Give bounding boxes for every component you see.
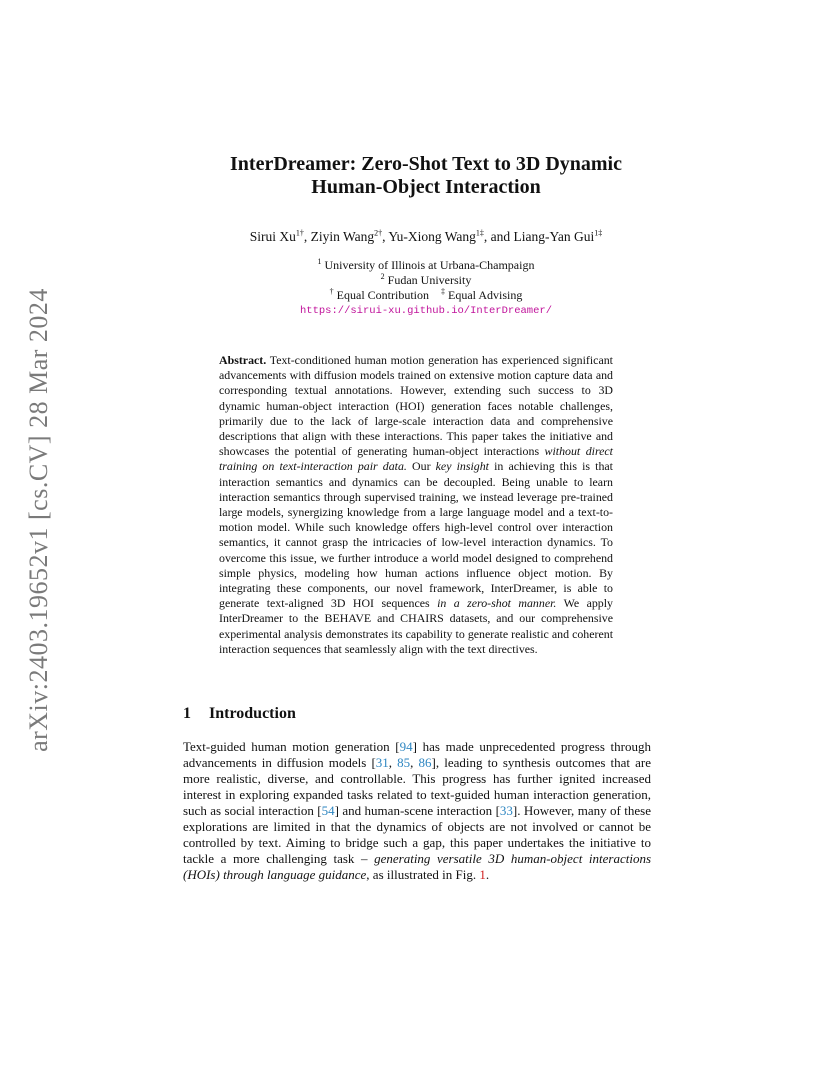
arxiv-sidebar [16, 280, 62, 760]
citation-94-link[interactable]: 94 [399, 739, 413, 754]
author-4: and Liang-Yan Gui [490, 229, 595, 244]
dagger-mark: † [329, 287, 334, 296]
abstract-emphasis-1: without direct training on text-interaction pair data. [219, 444, 613, 474]
citation-31-link[interactable]: 31 [375, 755, 389, 770]
introduction-paragraph [183, 739, 651, 883]
intro-text-4: ] and human-scene interaction [ [334, 803, 500, 818]
citation-separator: , [388, 755, 398, 770]
section-heading [183, 705, 653, 723]
intro-text-7: . [485, 867, 490, 882]
abstract-emphasis-2: key insight [435, 459, 489, 474]
author-2-mark: 2† [374, 228, 383, 238]
title-line-2: Human-Object Interaction [311, 176, 541, 198]
abstract-text-2: Our [412, 459, 431, 474]
intro-emphasis: generating versatile 3D human-object interactions (HOIs) through language guidance [183, 851, 652, 882]
affiliation-1 [200, 258, 652, 273]
contribution-notes [200, 288, 652, 303]
project-url-link[interactable]: https://sirui-xu.github.io/InterDreamer/ [299, 305, 553, 317]
affiliation-1-mark: 1 [317, 257, 322, 266]
equal-advising-note: Equal Advising [447, 288, 523, 302]
intro-text-2: ] has made unprecedented progress through advancements in diffusion models [ [183, 739, 651, 770]
paper-title [180, 153, 672, 199]
author-3: Yu-Xiong Wang [388, 229, 476, 244]
intro-text-3: ], leading to synthesis outcomes that are more realistic, diverse, and controllable. This progress has further ignited increased interest in exploring expanded tasks related to text-guided human interaction generation, such as social interaction [ [183, 755, 652, 818]
section-title: Introduction [209, 705, 296, 722]
intro-text-5: ]. However, many of these explorations are limited in that the dynamics of objects are not involved or cannot be controlled by text. Aiming to bridge such a gap, this paper undertakes the initiative to tackle a more challenging task – [183, 803, 651, 866]
intro-text-1: Text-guided human motion generation [ [183, 739, 400, 754]
abstract-text-3: in achieving this is that interaction semantics and dynamics can be decoupled. Being unable to learn interaction semantics through supervised training, we instead leverage pre-trained large models, synergizing knowledge from a large language model and a text-to-motion model. While such knowledge offers high-level control over interaction semantics, it cannot grasp the intricacies of low-level interaction dynamics. To overcome this issue, we further introduce a world model designed to comprehend simple physics, modeling how human actions influence object motion. By integrating these components, our novel framework, InterDreamer, is able to generate text-aligned 3D HOI sequences [219, 459, 613, 611]
abstract-emphasis-3: in a zero-shot manner. [437, 596, 557, 611]
abstract [219, 353, 613, 657]
intro-text-6: , as illustrated in Fig. [366, 867, 480, 882]
affiliation-2 [200, 273, 652, 288]
double-dagger-mark: ‡ [440, 287, 445, 296]
citation-54-link[interactable]: 54 [321, 803, 335, 818]
citation-85-link[interactable]: 85 [397, 755, 411, 770]
citation-separator: , [410, 755, 419, 770]
citation-86-link[interactable]: 86 [418, 755, 432, 770]
author-list: Sirui $Xu^{1\dagger}$, Ziyin Wang$^{2\dagger}$, Yu-Xiong Wang$^{1\ddagger}$, and Liang-Yan Gui$^{1\ddagger}$ [249, 228, 603, 244]
arxiv-identifier: arXiv:2403.19652v1 [cs.CV] 28 Mar 2024 [24, 288, 53, 752]
citation-33-link[interactable]: 33 [499, 803, 513, 818]
author-3-mark: 1‡ [475, 228, 484, 238]
section-number: 1 [183, 705, 191, 722]
equal-contribution-note: Equal Contribution [336, 288, 429, 302]
affiliation-2-mark: 2 [380, 272, 385, 281]
title-line-1: InterDreamer: Zero-Shot Text to 3D Dynamic [230, 153, 622, 175]
author-1: Sirui Xu [249, 229, 296, 244]
abstract-text-1: Text-conditioned human motion generation has experienced significant advancements with diffusion models trained on extensive motion capture data and corresponding textual annotations. However, extending such success to 3D dynamic human-object interaction (HOI) generation faces notable challenges, primarily due to the lack of large-scale interaction data and comprehensive descriptions that align with these interactions. This paper takes the initiative and showcases the potential of generating human-object interactions [219, 353, 613, 459]
author-2: Ziyin Wang [310, 229, 375, 244]
affiliation-1-name: University of Illinois at Urbana-Champaign [324, 258, 535, 272]
abstract-text-4: We apply InterDreamer to the BEHAVE and CHAIRS datasets, and our comprehensive experimental analysis demonstrates its capability to generate realistic and coherent interaction sequences that seamlessly align with the text directives. [219, 596, 614, 656]
author-4-mark: 1‡ [594, 228, 603, 238]
author-1-mark: 1† [295, 228, 304, 238]
abstract-label: Abstract. [219, 353, 267, 367]
figure-1-link[interactable]: 1 [479, 867, 486, 882]
affiliation-2-name: Fudan University [387, 273, 472, 287]
